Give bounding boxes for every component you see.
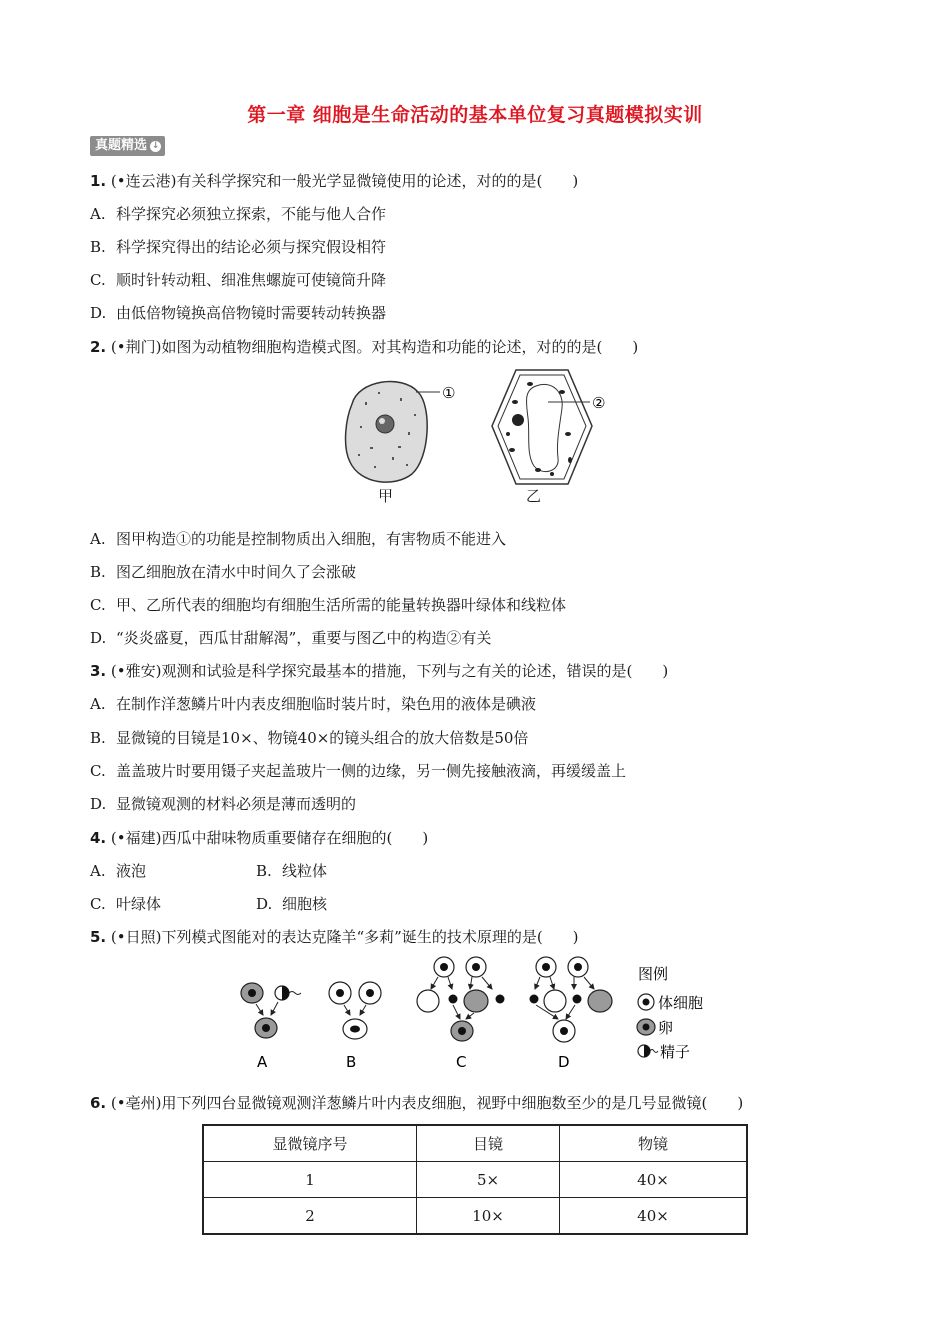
option-text: 显微镜观测的材料必须是薄而透明的 <box>116 795 357 813</box>
legend-somatic-cell: 体细胞 <box>658 994 704 1012</box>
q3-option-b <box>90 728 528 748</box>
table-cell: 2 <box>203 1198 417 1235</box>
option-text: 显微镜的目镜是10×、物镜40×的镜头组合的放大倍数是50倍 <box>116 729 529 747</box>
q1-option-b <box>90 237 386 257</box>
question-4 <box>90 828 428 848</box>
q2-option-b <box>90 562 356 582</box>
option-label: B. <box>256 862 272 880</box>
legend-sperm: 精子 <box>660 1043 691 1061</box>
option-label: D. <box>90 629 107 647</box>
option-label: D. <box>90 795 107 813</box>
option-text: 科学探究得出的结论必须与探究假设相符 <box>116 238 387 256</box>
option-label-a: A <box>257 1053 268 1071</box>
option-text: 图甲构造①的功能是控制物质出入细胞，有害物质不能进入 <box>116 530 507 548</box>
section-badge <box>90 136 165 156</box>
option-text: “炎炎盛夏，西瓜甘甜解渴”，重要与图乙中的构造②有关 <box>116 629 492 647</box>
option-text: 液泡 <box>116 862 147 880</box>
q4-option-d <box>256 894 422 914</box>
marker-1: ① <box>442 384 456 402</box>
question-number: 5. <box>90 928 107 946</box>
question-number: 4. <box>90 829 107 847</box>
section-badge-label: 真题精选 <box>95 138 148 153</box>
option-label: B. <box>90 238 106 256</box>
figure-label-left: 甲 <box>378 487 394 505</box>
question-6 <box>90 1093 743 1113</box>
option-label-c: C <box>456 1053 467 1071</box>
option-label: A. <box>90 695 106 713</box>
question-3 <box>90 661 668 681</box>
option-text: 在制作洋葱鳞片叶内表皮细胞临时装片时，染色用的液体是碘液 <box>116 695 537 713</box>
q4-option-b <box>256 861 422 881</box>
header-eyepiece: 目镜 <box>417 1125 560 1162</box>
q1-option-a <box>90 204 386 224</box>
table-cell: 10× <box>417 1198 560 1235</box>
table-cell: 40× <box>560 1162 748 1198</box>
option-text: 由低倍物镜换高倍物镜时需要转动转换器 <box>116 304 387 322</box>
microscope-table <box>202 1124 748 1235</box>
option-label: C. <box>90 762 106 780</box>
q3-option-a <box>90 694 536 714</box>
option-label: C. <box>90 596 106 614</box>
table-row <box>203 1198 747 1235</box>
cloning-options-figure <box>230 955 730 1075</box>
option-text: 叶绿体 <box>116 895 162 913</box>
question-text: (•荆门)如图为动植物细胞构造模式图。对其构造和功能的论述，对的的是( ) <box>110 338 639 356</box>
cell-structure-figure <box>330 362 630 512</box>
q2-option-c <box>90 595 566 615</box>
q4-options-row-2 <box>90 894 422 914</box>
legend-egg: 卵 <box>658 1019 674 1037</box>
marker-2: ② <box>592 394 606 412</box>
q2-option-d <box>90 628 491 648</box>
option-label: A. <box>90 530 106 548</box>
page-title: 第一章 细胞是生命活动的基本单位复习真题模拟实训 <box>247 104 703 126</box>
q1-option-c <box>90 270 386 290</box>
figure-label-right: 乙 <box>526 487 542 505</box>
option-b-diagram <box>329 982 381 1039</box>
question-text: (•福建)西瓜中甜味物质重要储存在细胞的( ) <box>110 829 429 847</box>
question-number: 1. <box>90 172 107 190</box>
header-microscope-no: 显微镜序号 <box>203 1125 417 1162</box>
question-text: (•雅安)观测和试验是科学探究最基本的措施，下列与之有关的论述，错误的是( ) <box>110 662 669 680</box>
download-icon: ↓ <box>151 140 160 151</box>
question-text: (•亳州)用下列四台显微镜观测洋葱鳞片叶内表皮细胞，视野中细胞数至少的是几号显微镜( ) <box>110 1094 744 1112</box>
figure-legend <box>637 965 703 1061</box>
option-label: A. <box>90 862 106 880</box>
q4-option-c <box>90 894 256 914</box>
option-a-diagram <box>241 983 301 1038</box>
question-number: 2. <box>90 338 107 356</box>
animal-cell <box>346 382 456 483</box>
legend-title: 图例 <box>638 965 669 983</box>
table-cell: 40× <box>560 1198 748 1235</box>
option-text: 盖盖玻片时要用镊子夹起盖玻片一侧的边缘，另一侧先接触液滴，再缓缓盖上 <box>116 762 627 780</box>
question-1 <box>90 171 578 191</box>
question-text: (•连云港)有关科学探究和一般光学显微镜使用的论述，对的的是( ) <box>110 172 579 190</box>
q4-option-a <box>90 861 256 881</box>
table-cell: 5× <box>417 1162 560 1198</box>
option-label: A. <box>90 205 106 223</box>
option-d-diagram <box>530 957 613 1042</box>
option-text: 顺时针转动粗、细准焦螺旋可使镜筒升降 <box>116 271 387 289</box>
q4-options-row-1 <box>90 861 422 881</box>
option-label: D. <box>256 895 273 913</box>
option-label-d: D <box>558 1053 570 1071</box>
option-label: C. <box>90 895 106 913</box>
option-label: C. <box>90 271 106 289</box>
option-text: 线粒体 <box>282 862 328 880</box>
option-text: 甲、乙所代表的细胞均有细胞生活所需的能量转换器叶绿体和线粒体 <box>116 596 567 614</box>
option-text: 科学探究必须独立探索，不能与他人合作 <box>116 205 387 223</box>
option-label-b: B <box>346 1053 357 1071</box>
question-number: 3. <box>90 662 107 680</box>
option-text: 细胞核 <box>282 895 328 913</box>
q3-option-c <box>90 761 626 781</box>
option-label: D. <box>90 304 107 322</box>
table-cell: 1 <box>203 1162 417 1198</box>
question-number: 6. <box>90 1094 107 1112</box>
option-label: B. <box>90 563 106 581</box>
question-5 <box>90 927 579 947</box>
table-header-row <box>203 1125 747 1162</box>
q3-option-d <box>90 794 356 814</box>
option-label: B. <box>90 729 106 747</box>
question-text: (•日照)下列模式图能对的表达克隆羊“多莉”诞生的技术原理的是( ) <box>110 928 579 946</box>
option-text: 图乙细胞放在清水中时间久了会涨破 <box>116 563 357 581</box>
plant-cell <box>492 370 605 484</box>
q2-option-a <box>90 529 506 549</box>
q1-option-d <box>90 303 386 323</box>
option-c-diagram <box>417 957 505 1041</box>
table-row <box>203 1162 747 1198</box>
question-2 <box>90 337 638 357</box>
header-objective: 物镜 <box>560 1125 748 1162</box>
